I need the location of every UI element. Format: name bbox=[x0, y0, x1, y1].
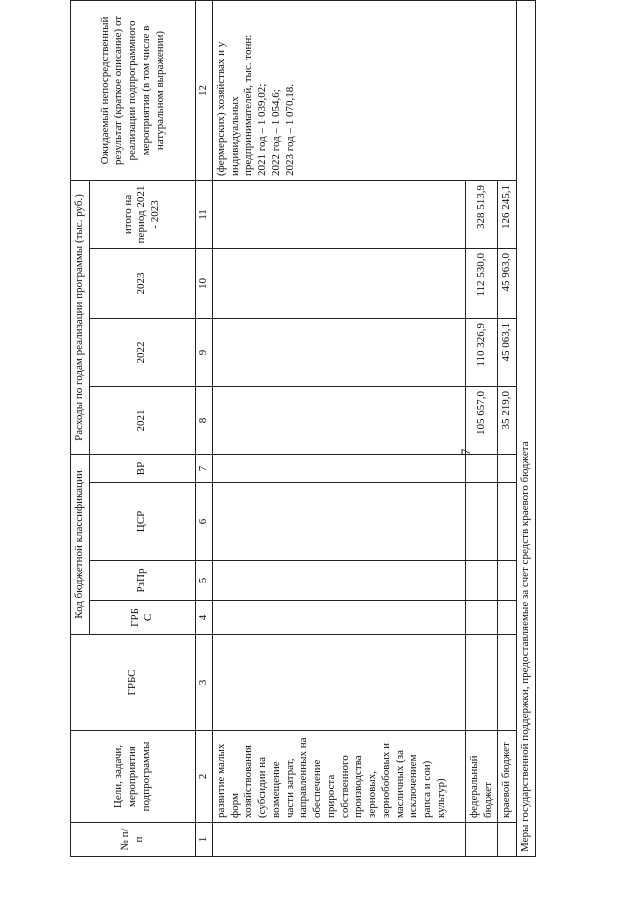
column-number: 9 bbox=[195, 318, 212, 386]
column-number: 6 bbox=[195, 483, 212, 561]
measure-description: развитие малых форм хозяйствования (субсидии на возмещение части затрат, направленных на обеспечение прироста собственного производства зерновых, зернобобовых и масличных (за исключением рапса и сои) культур) bbox=[212, 731, 465, 823]
header-2022: 2022 bbox=[89, 318, 195, 386]
header-row-1 bbox=[71, 0, 90, 856]
program-expenses-table bbox=[70, 0, 536, 857]
page-number: 7 bbox=[458, 448, 473, 456]
header-rzpr: РзПр bbox=[89, 561, 195, 601]
funding-2023: 45 963,0 bbox=[498, 248, 517, 318]
header-number: № п/п bbox=[71, 823, 196, 857]
csr-cell bbox=[212, 483, 465, 561]
y2021-cell bbox=[212, 386, 465, 454]
row-number-cell bbox=[212, 823, 465, 857]
column-numbers-row bbox=[195, 0, 212, 856]
header-expenses: Расходы по годам реализации программы (тыс. руб.) bbox=[71, 180, 90, 454]
funding-2023: 112 530,0 bbox=[465, 248, 498, 318]
funding-2022: 110 326,9 bbox=[465, 318, 498, 386]
funding-2022: 45 063,1 bbox=[498, 318, 517, 386]
table-row bbox=[212, 0, 465, 856]
header-goals: Цели, задачи, мероприятия подпрограммы bbox=[71, 731, 196, 823]
header-total: итого на период 2021 - 2023 bbox=[89, 180, 195, 248]
header-grbs-main: ГРБС bbox=[71, 635, 196, 731]
header-2021: 2021 bbox=[89, 386, 195, 454]
section-footer: Меры государственной поддержки, предоставляемые за счет средств краевого бюджета bbox=[517, 0, 536, 856]
funding-total: 126 245,1 bbox=[498, 180, 517, 248]
column-number: 11 bbox=[195, 180, 212, 248]
grbs-cell bbox=[212, 601, 465, 635]
rotated-table-container bbox=[70, 15, 566, 857]
column-number: 1 bbox=[195, 823, 212, 857]
grbs-main-cell bbox=[212, 635, 465, 731]
column-number: 2 bbox=[195, 731, 212, 823]
vr-cell bbox=[212, 454, 465, 482]
y2023-cell bbox=[212, 248, 465, 318]
y2022-cell bbox=[212, 318, 465, 386]
total-cell bbox=[212, 180, 465, 248]
column-number: 5 bbox=[195, 561, 212, 601]
funding-label: краевой бюджет bbox=[498, 731, 517, 823]
column-number: 8 bbox=[195, 386, 212, 454]
header-2023: 2023 bbox=[89, 248, 195, 318]
header-vr: ВР bbox=[89, 454, 195, 482]
funding-total: 328 513,9 bbox=[465, 180, 498, 248]
column-number: 4 bbox=[195, 601, 212, 635]
column-number: 3 bbox=[195, 635, 212, 731]
rzpr-cell bbox=[212, 561, 465, 601]
column-number: 12 bbox=[195, 0, 212, 180]
header-csr: ЦСР bbox=[89, 483, 195, 561]
funding-2021: 105 657,0 bbox=[465, 386, 498, 454]
header-budget-code: Код бюджетной классификации bbox=[71, 454, 90, 634]
expected-result: (фермерских) хозяйствах и у индивидуальных предпринимателей, тыс. тонн: 2021 год – 1 039,02; 2022 год – 1 054,6; 2023 год – 1 070,18. bbox=[212, 0, 516, 180]
header-result: Ожидаемый непосредственный результат (краткое описание) от реализации подпрограммного мероприятия (в том числе в натуральном выражении) bbox=[71, 0, 196, 180]
funding-label: федеральный бюджет bbox=[465, 731, 498, 823]
header-grbs: ГРБ С bbox=[89, 601, 195, 635]
column-number: 10 bbox=[195, 248, 212, 318]
funding-2021: 35 219,0 bbox=[498, 386, 517, 454]
column-number: 7 bbox=[195, 454, 212, 482]
table-row bbox=[517, 0, 536, 856]
